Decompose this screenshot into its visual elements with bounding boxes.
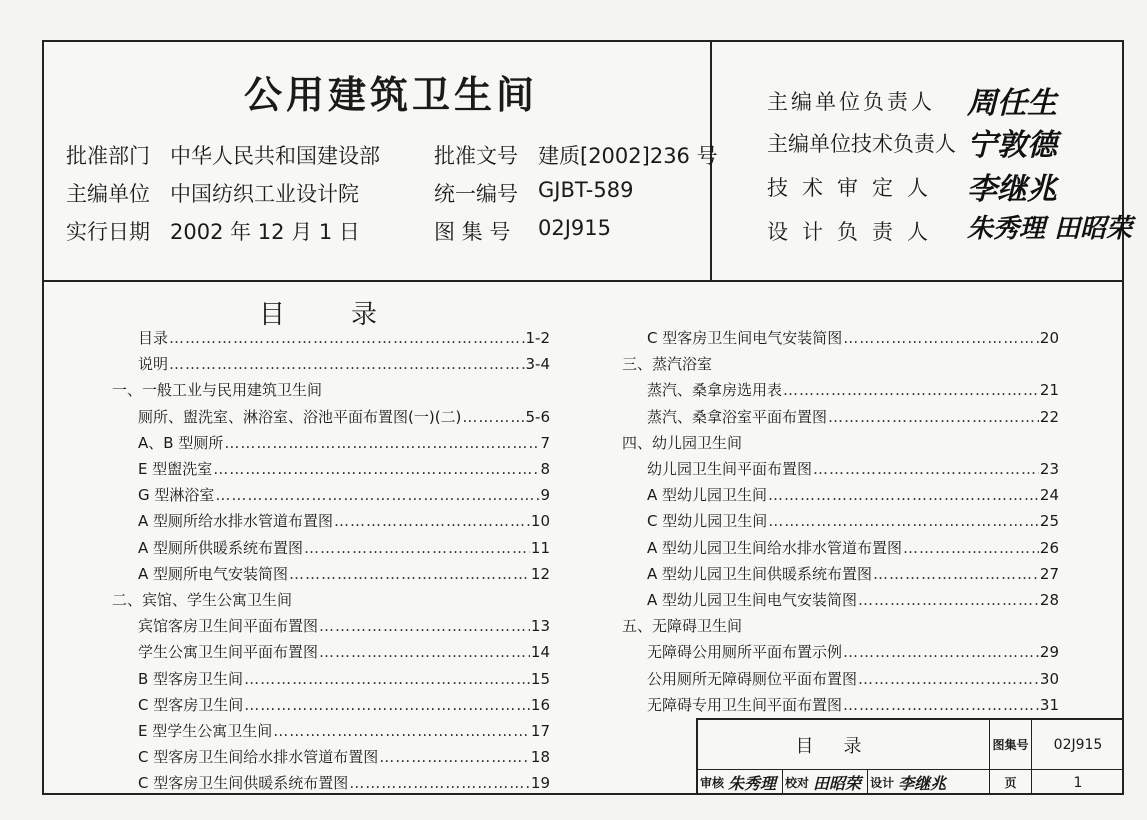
editor-unit: 中国纺织工业设计院 bbox=[170, 182, 359, 206]
toc-leader-dots bbox=[349, 774, 530, 792]
toc-entry-label: C 型幼儿园卫生间 bbox=[647, 512, 768, 531]
signature: 朱秀理 田昭荣 bbox=[967, 214, 1133, 244]
atlas-no: 02J915 bbox=[538, 216, 611, 240]
toc-entry-label: 无障碍公用厕所平面布置示例 bbox=[647, 643, 843, 662]
toc-entry-page: 11 bbox=[530, 538, 550, 557]
toc-entry[interactable] bbox=[647, 406, 1059, 427]
toc-leader-dots bbox=[273, 722, 530, 740]
toc-entry-label: A、B 型厕所 bbox=[138, 433, 224, 452]
toc-leader-dots bbox=[903, 539, 1039, 557]
toc-leader-dots bbox=[215, 486, 539, 504]
toc-entry-label: G 型淋浴室 bbox=[138, 486, 215, 505]
title-block-signatures bbox=[698, 770, 990, 795]
toc-leader-dots bbox=[169, 355, 524, 373]
responsible-label: 主编单位技术负责人 bbox=[767, 132, 956, 156]
toc-entry[interactable] bbox=[647, 694, 1059, 715]
toc-leader-dots bbox=[462, 408, 524, 426]
toc-leader-dots bbox=[289, 565, 530, 583]
toc-entry[interactable] bbox=[138, 772, 550, 793]
toc-leader-dots bbox=[379, 748, 530, 766]
toc-section-heading: 一、一般工业与民用建筑卫生间 bbox=[112, 381, 323, 400]
toc-leader-dots bbox=[304, 539, 530, 557]
signature: 李继兆 bbox=[967, 172, 1057, 207]
responsible-persons-panel bbox=[712, 42, 1133, 282]
toc-entry[interactable] bbox=[647, 641, 1059, 662]
toc-leader-dots bbox=[783, 381, 1039, 399]
toc-leader-dots bbox=[768, 486, 1039, 504]
toc-leader-dots bbox=[873, 565, 1039, 583]
toc-entry-page: 22 bbox=[1039, 407, 1059, 426]
toc-leader-dots bbox=[828, 408, 1039, 426]
signature: 宁敦德 bbox=[967, 128, 1057, 163]
toc-entry[interactable] bbox=[647, 668, 1059, 689]
effective-label: 实行日期 bbox=[66, 220, 150, 244]
toc-leader-dots bbox=[843, 696, 1039, 714]
divider bbox=[867, 770, 868, 795]
unified-no-label: 统一编号 bbox=[434, 182, 518, 206]
toc-entry-label: C 型客房卫生间给水排水管道布置图 bbox=[138, 748, 379, 767]
toc-entry-page: 25 bbox=[1039, 512, 1059, 531]
toc-entry[interactable] bbox=[138, 537, 550, 558]
toc-entry-label: A 型厕所电气安装简图 bbox=[138, 564, 289, 583]
approval-doc-label: 批准文号 bbox=[434, 144, 518, 168]
toc-entry[interactable] bbox=[647, 327, 1059, 348]
toc-entry-label: 无障碍专用卫生间平面布置图 bbox=[647, 695, 843, 714]
toc-leader-dots bbox=[768, 512, 1039, 530]
toc-entry-label: A 型幼儿园卫生间 bbox=[647, 486, 768, 505]
toc-entry[interactable] bbox=[647, 510, 1059, 531]
toc-title bbox=[259, 294, 381, 331]
toc-entry[interactable] bbox=[138, 694, 550, 715]
toc-entry-page: 16 bbox=[530, 695, 550, 714]
toc-entry-page: 1-2 bbox=[525, 329, 550, 347]
toc-entry[interactable] bbox=[138, 484, 550, 505]
toc-entry[interactable] bbox=[138, 327, 550, 348]
toc-leader-dots bbox=[244, 670, 530, 688]
responsible-row bbox=[767, 172, 1057, 207]
toc-entry[interactable] bbox=[138, 720, 550, 741]
responsible-row bbox=[767, 128, 1057, 163]
toc-entry[interactable] bbox=[138, 510, 550, 531]
toc-entry-page: 26 bbox=[1039, 538, 1059, 557]
toc-entry-page: 10 bbox=[530, 512, 550, 531]
responsible-row bbox=[767, 86, 1057, 121]
toc-entry[interactable] bbox=[647, 589, 1059, 610]
toc-entry-label: B 型客房卫生间 bbox=[138, 669, 244, 688]
toc-entry-page: 24 bbox=[1039, 486, 1059, 505]
toc-leader-dots bbox=[843, 329, 1039, 347]
unified-no: GJBT-589 bbox=[538, 178, 634, 202]
editor-unit-label: 主编单位 bbox=[66, 182, 150, 206]
toc-entry-label: 说明 bbox=[138, 355, 169, 374]
title-block-atlas-value: 02J915 bbox=[1032, 720, 1124, 770]
toc-title-char: 录 bbox=[351, 300, 382, 330]
toc-section-heading: 五、无障碍卫生间 bbox=[622, 617, 743, 636]
effective-date: 2002 年 12 月 1 日 bbox=[170, 220, 360, 244]
approval-doc: 建质[2002]236 号 bbox=[538, 144, 718, 168]
design-label: 设计 bbox=[870, 776, 895, 790]
toc-entry-page: 21 bbox=[1039, 381, 1059, 400]
approval-dept: 中华人民共和国建设部 bbox=[170, 144, 380, 168]
toc-leader-dots bbox=[169, 329, 524, 347]
check-signature: 田昭荣 bbox=[813, 774, 862, 793]
toc-leader-dots bbox=[813, 460, 1039, 478]
toc-entry-page: 30 bbox=[1039, 669, 1059, 688]
review-label: 审核 bbox=[700, 776, 725, 790]
toc-entry-label: 幼儿园卫生间平面布置图 bbox=[647, 460, 813, 478]
header-info-panel bbox=[44, 42, 718, 282]
toc-entry-page: 23 bbox=[1039, 460, 1059, 478]
toc-entry-label: 宾馆客房卫生间平面布置图 bbox=[138, 617, 319, 636]
toc-entry-label: A 型幼儿园卫生间电气安装简图 bbox=[647, 591, 858, 609]
toc-entry-label: C 型客房卫生间电气安装简图 bbox=[647, 329, 843, 347]
responsible-label: 技术审定人 bbox=[767, 176, 942, 200]
toc-entry-page: 28 bbox=[1039, 591, 1059, 609]
toc-leader-dots bbox=[213, 460, 539, 478]
toc-entry-page: 8 bbox=[540, 460, 550, 478]
drawing-frame bbox=[42, 40, 1133, 795]
toc-title-char: 目 bbox=[259, 300, 290, 330]
responsible-label: 设计负责人 bbox=[767, 220, 942, 244]
toc-entry[interactable] bbox=[138, 406, 550, 427]
toc-entry-label: A 型厕所供暖系统布置图 bbox=[138, 538, 304, 557]
responsible-label: 主编单位负责人 bbox=[767, 90, 935, 114]
toc-entry-label: E 型盥洗室 bbox=[138, 460, 213, 478]
toc-entry-label: 蒸汽、桑拿房选用表 bbox=[647, 381, 783, 400]
approval-dept-label: 批准部门 bbox=[66, 144, 150, 168]
responsible-row bbox=[767, 214, 1133, 246]
design-signature: 李继兆 bbox=[898, 774, 947, 793]
toc-entry-page: 20 bbox=[1039, 329, 1059, 347]
atlas-title: 公用建筑卫生间 bbox=[244, 72, 539, 117]
toc-entry-label: 目录 bbox=[138, 329, 169, 347]
toc-entry-page: 18 bbox=[530, 748, 550, 767]
toc-leader-dots bbox=[334, 512, 530, 530]
toc-entry-label: 厕所、盥洗室、淋浴室、浴池平面布置图(一)(二) bbox=[138, 407, 462, 426]
toc-entry-page: 12 bbox=[530, 564, 550, 583]
toc-entry[interactable] bbox=[647, 458, 1059, 479]
toc-entry-label: A 型幼儿园卫生间给水排水管道布置图 bbox=[647, 538, 903, 557]
toc-entry-page: 17 bbox=[530, 722, 550, 740]
toc-leader-dots bbox=[843, 643, 1039, 661]
toc-section-heading: 二、宾馆、学生公寓卫生间 bbox=[112, 591, 293, 609]
toc-entry[interactable] bbox=[138, 668, 550, 689]
divider bbox=[782, 770, 783, 795]
toc-entry[interactable] bbox=[647, 484, 1059, 505]
toc-entry-page: 7 bbox=[540, 433, 550, 452]
toc-leader-dots bbox=[319, 643, 530, 661]
toc-entry-page: 15 bbox=[530, 669, 550, 688]
toc-entry[interactable] bbox=[647, 379, 1059, 400]
toc-entry[interactable] bbox=[138, 641, 550, 662]
toc-entry-page: 5-6 bbox=[525, 407, 550, 426]
toc-entry-page: 3-4 bbox=[525, 355, 550, 374]
title-block-title: 目录 bbox=[698, 720, 990, 770]
toc-entry-label: 蒸汽、桑拿浴室平面布置图 bbox=[647, 407, 828, 426]
toc-entry[interactable] bbox=[138, 458, 550, 479]
toc-leader-dots bbox=[224, 434, 539, 452]
toc-entry[interactable] bbox=[138, 746, 550, 767]
toc-entry[interactable] bbox=[138, 353, 550, 374]
toc-entry-page: 19 bbox=[530, 774, 550, 793]
toc-section-heading: 四、幼儿园卫生间 bbox=[622, 433, 743, 452]
toc-entry[interactable] bbox=[138, 432, 550, 453]
toc-leader-dots bbox=[858, 670, 1039, 688]
toc-entry[interactable] bbox=[138, 615, 550, 636]
toc-leader-dots bbox=[319, 617, 530, 635]
title-block bbox=[696, 718, 1124, 795]
toc-entry-label: 学生公寓卫生间平面布置图 bbox=[138, 643, 319, 662]
toc-section-heading: 三、蒸汽浴室 bbox=[622, 355, 713, 374]
toc-entry-page: 29 bbox=[1039, 643, 1059, 662]
toc-entry[interactable] bbox=[138, 563, 550, 584]
title-block-page-label: 页 bbox=[990, 770, 1032, 795]
title-block-atlas-label: 图集号 bbox=[990, 720, 1032, 770]
review-signature: 朱秀理 bbox=[728, 774, 777, 793]
toc-entry[interactable] bbox=[647, 563, 1059, 584]
toc-entry[interactable] bbox=[647, 537, 1059, 558]
toc-entry-label: E 型学生公寓卫生间 bbox=[138, 722, 273, 740]
toc-entry-page: 27 bbox=[1039, 564, 1059, 583]
toc-entry-page: 13 bbox=[530, 617, 550, 636]
signature: 周任生 bbox=[967, 86, 1057, 121]
toc-entry-page: 9 bbox=[540, 486, 550, 505]
toc-entry-label: A 型幼儿园卫生间供暖系统布置图 bbox=[647, 564, 873, 583]
check-label: 校对 bbox=[785, 776, 810, 790]
toc-entry-page: 14 bbox=[530, 643, 550, 662]
toc-entry-label: A 型厕所给水排水管道布置图 bbox=[138, 512, 334, 531]
toc-entry-label: C 型客房卫生间 bbox=[138, 695, 244, 714]
toc-leader-dots bbox=[858, 591, 1039, 609]
atlas-no-label: 图 集 号 bbox=[434, 220, 511, 244]
toc-entry-label: 公用厕所无障碍厕位平面布置图 bbox=[647, 669, 858, 688]
toc-leader-dots bbox=[244, 696, 530, 714]
toc-entry-label: C 型客房卫生间供暖系统布置图 bbox=[138, 774, 349, 793]
title-block-page-value: 1 bbox=[1073, 774, 1083, 791]
toc-entry-page: 31 bbox=[1039, 695, 1059, 714]
